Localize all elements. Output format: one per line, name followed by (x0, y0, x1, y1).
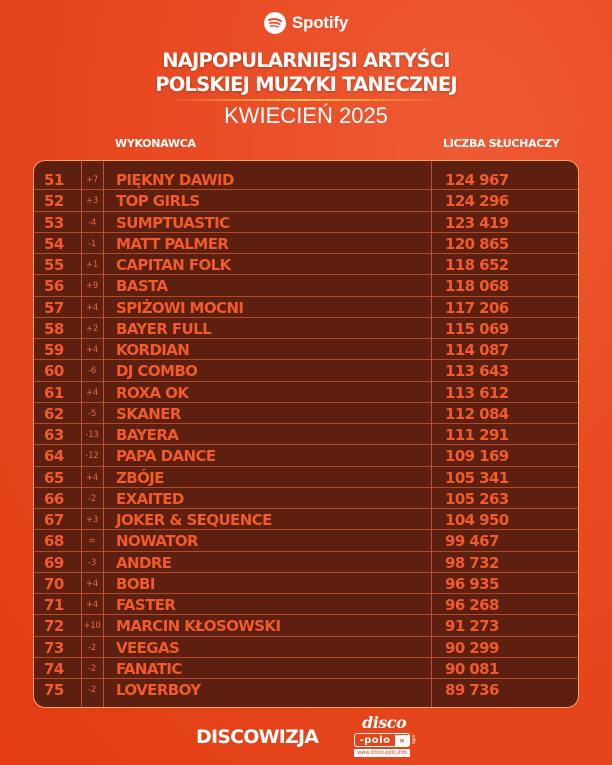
change-cell: +4 (86, 578, 98, 589)
disco-polo-logo (352, 715, 416, 761)
spotify-logo-icon (264, 12, 286, 34)
table-row (34, 573, 578, 594)
artist-cell: JOKER & SEQUENCE (116, 511, 272, 529)
rank-cell: 75 (44, 681, 64, 699)
artist-cell: KORDIAN (116, 341, 190, 359)
table-row (34, 169, 578, 190)
artist-cell: ROXA OK (116, 383, 189, 402)
rank-cell: 58 (44, 319, 64, 338)
listeners-cell: 90 081 (445, 659, 499, 678)
rank-cell: 56 (44, 277, 64, 296)
rank-cell: 59 (44, 341, 64, 359)
page-title (0, 49, 612, 97)
change-cell: -2 (88, 663, 96, 674)
artist-cell: BASTA (116, 277, 168, 296)
listeners-cell: 96 268 (445, 596, 499, 614)
artist-cell: EXAITED (116, 489, 184, 508)
rank-cell: 51 (44, 171, 64, 189)
rank-cell: 63 (44, 426, 64, 444)
artist-cell: PIĘKNY DAWID (116, 171, 234, 189)
artist-cell: NOWATOR (116, 532, 198, 551)
listeners-cell: 113 643 (445, 362, 509, 381)
change-cell: +4 (86, 600, 98, 610)
change-cell: -13 (85, 430, 99, 440)
listeners-cell: 123 419 (445, 213, 509, 232)
change-cell: = (88, 536, 96, 547)
artist-cell: ZBÓJE (116, 468, 164, 487)
listeners-cell: 99 467 (445, 532, 499, 551)
table-row (34, 254, 578, 275)
rank-cell: 69 (44, 553, 64, 572)
change-cell: +10 (83, 621, 101, 632)
artist-cell: MATT PALMER (116, 234, 229, 253)
change-cell: +7 (86, 175, 98, 185)
artist-cell: SPIŻOWI MOCNI (116, 298, 244, 317)
listeners-cell: 96 935 (445, 574, 499, 593)
rank-cell: 68 (44, 532, 64, 551)
artist-cell: MARCIN KŁOSOWSKI (116, 617, 281, 636)
listeners-cell: 105 341 (445, 468, 509, 487)
table-row (34, 594, 578, 615)
table-row (34, 658, 578, 679)
change-cell: -2 (88, 685, 96, 695)
listeners-cell: 98 732 (445, 553, 499, 572)
change-cell: +4 (86, 302, 98, 313)
disco-polo-logo-url: www.disco-polo.info (354, 749, 410, 757)
rank-cell: 64 (44, 447, 64, 466)
table-row (34, 424, 578, 445)
listeners-cell: 89 736 (445, 681, 499, 699)
rank-cell: 72 (44, 617, 64, 636)
listeners-cell: 90 299 (445, 638, 499, 657)
table-row (34, 275, 578, 296)
listeners-cell: 112 084 (445, 404, 509, 423)
spotify-brand (0, 12, 612, 34)
listeners-cell: 124 296 (445, 192, 509, 211)
discowizja-logo: DISCOWIZJA (196, 726, 319, 748)
table-row (34, 382, 578, 403)
table-row (34, 615, 578, 636)
ranking-table (33, 160, 579, 708)
listeners-cell: 105 263 (445, 489, 509, 508)
rank-cell: 70 (44, 574, 64, 593)
change-cell: +1 (86, 260, 98, 270)
fast-forward-icon: » (395, 735, 409, 746)
table-row (34, 297, 578, 318)
listeners-cell: 118 652 (445, 256, 509, 274)
change-cell: -3 (88, 557, 96, 568)
change-cell: -5 (88, 408, 96, 419)
column-header-artist: WYKONAWCA (115, 137, 196, 150)
change-cell: -2 (88, 493, 96, 504)
artist-cell: BOBI (116, 574, 155, 593)
rank-cell: 74 (44, 659, 64, 678)
listeners-cell: 124 967 (445, 171, 509, 189)
rank-cell: 60 (44, 362, 64, 381)
change-cell: -4 (88, 217, 96, 228)
rank-cell: 62 (44, 404, 64, 423)
change-cell: +4 (86, 472, 98, 483)
artist-cell: SUMPTUASTIC (116, 213, 230, 232)
rank-cell: 53 (44, 213, 64, 232)
page-subtitle: KWIECIEŃ 2025 (224, 103, 388, 128)
artist-cell: PAPA DANCE (116, 447, 216, 466)
listeners-cell: 115 069 (445, 319, 509, 338)
rank-cell: 71 (44, 596, 64, 614)
listeners-cell: 118 068 (445, 277, 509, 296)
table-row (34, 318, 578, 339)
artist-cell: CAPITAN FOLK (116, 256, 231, 274)
artist-cell: FASTER (116, 596, 176, 614)
listeners-cell: 117 206 (445, 298, 509, 317)
table-row (34, 212, 578, 233)
table-body (34, 169, 578, 700)
table-row (34, 339, 578, 360)
table-row (34, 467, 578, 488)
artist-cell: FANATIC (116, 659, 182, 678)
change-cell: +4 (86, 345, 98, 355)
title-divider (166, 99, 446, 101)
listeners-cell: 114 087 (445, 341, 509, 359)
table-row (34, 190, 578, 211)
rank-cell: 54 (44, 234, 64, 253)
artist-cell: BAYER FULL (116, 319, 212, 338)
listeners-cell: 111 291 (445, 426, 509, 444)
disco-polo-logo-top: disco (362, 713, 407, 732)
change-cell: +2 (86, 323, 98, 334)
disco-polo-logo-side: .info (410, 733, 416, 744)
artist-cell: VEEGAS (116, 638, 180, 657)
change-cell: -1 (88, 238, 96, 249)
table-row (34, 403, 578, 424)
rank-cell: 67 (44, 511, 64, 529)
table-row (34, 637, 578, 658)
listeners-cell: 104 950 (445, 511, 509, 529)
disco-polo-logo-box (354, 733, 410, 747)
artist-cell: SKANER (116, 404, 181, 423)
column-header-listeners: LICZBA SŁUCHACZY (443, 137, 560, 150)
rank-cell: 61 (44, 383, 64, 402)
table-row (34, 445, 578, 466)
table-row (34, 488, 578, 509)
rank-cell: 66 (44, 489, 64, 508)
listeners-cell: 120 865 (445, 234, 509, 253)
change-cell: +3 (86, 196, 98, 207)
listeners-cell: 113 612 (445, 383, 509, 402)
table-row (34, 530, 578, 551)
change-cell: -12 (85, 451, 99, 462)
change-cell: +3 (86, 515, 98, 525)
rank-cell: 73 (44, 638, 64, 657)
rank-cell: 55 (44, 256, 64, 274)
title-line-2: POLSKIEJ MUZYKI TANECZNEJ (155, 73, 457, 96)
listeners-cell: 91 273 (445, 617, 499, 636)
table-row (34, 233, 578, 254)
listeners-cell: 109 169 (445, 447, 509, 466)
artist-cell: LOVERBOY (116, 681, 201, 699)
disco-polo-logo-middle: -polo (359, 734, 391, 746)
table-row (34, 552, 578, 573)
artist-cell: DJ COMBO (116, 362, 198, 381)
rank-cell: 57 (44, 298, 64, 317)
change-cell: -2 (88, 642, 96, 653)
change-cell: +9 (86, 281, 98, 292)
artist-cell: ANDRE (116, 553, 172, 572)
spotify-wordmark: Spotify (291, 13, 349, 32)
table-row (34, 679, 578, 700)
rank-cell: 65 (44, 468, 64, 487)
title-line-1: NAJPOPULARNIEJSI ARTYŚCI (162, 49, 450, 72)
artist-cell: TOP GIRLS (116, 192, 200, 211)
rank-cell: 52 (44, 192, 64, 211)
table-row (34, 360, 578, 381)
table-row (34, 509, 578, 530)
change-cell: -6 (88, 366, 96, 377)
artist-cell: BAYERA (116, 426, 179, 444)
change-cell: +4 (86, 387, 98, 398)
